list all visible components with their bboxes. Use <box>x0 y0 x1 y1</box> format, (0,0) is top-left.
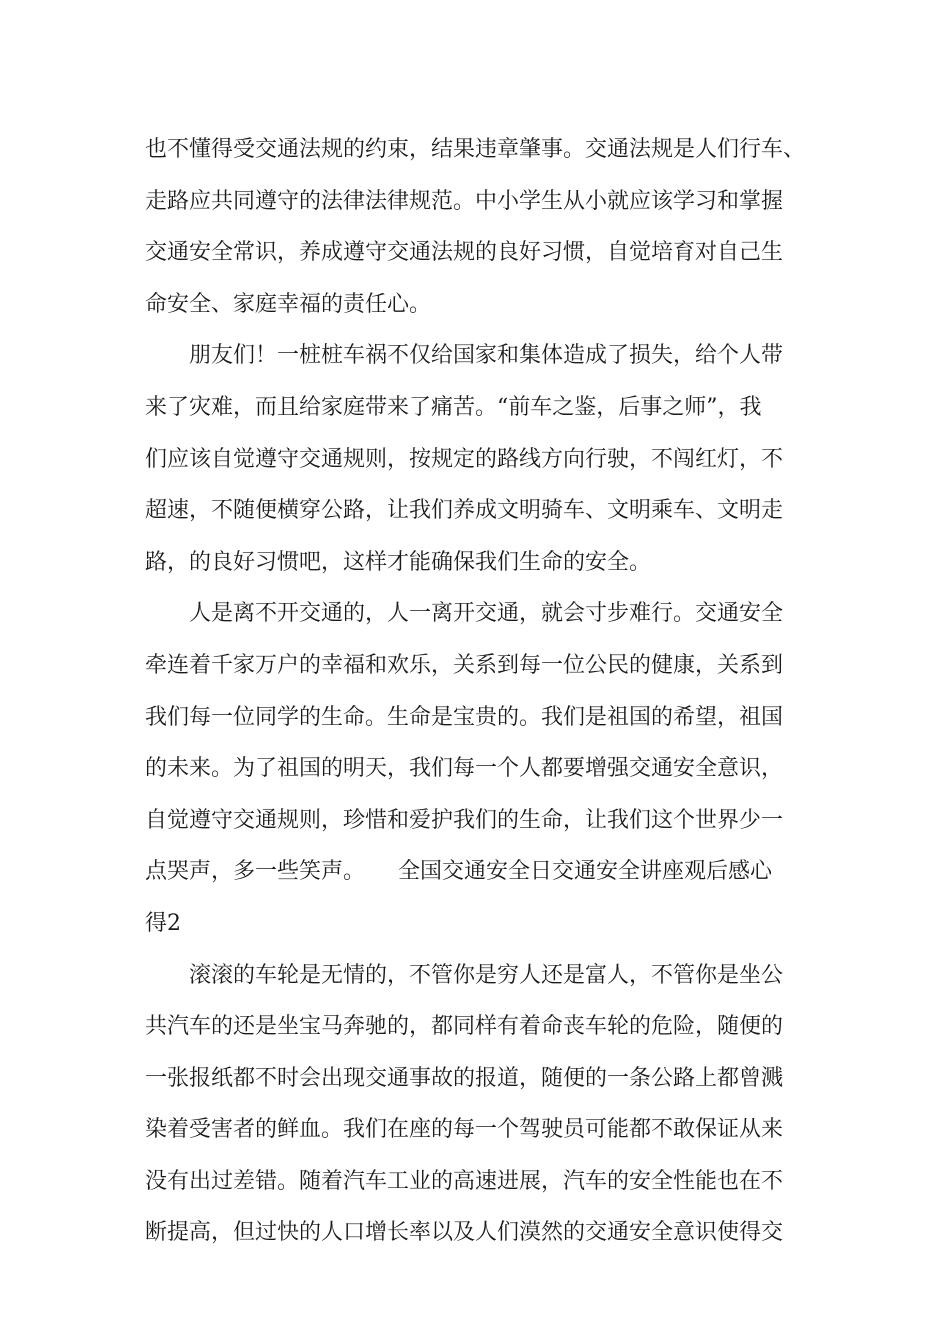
text-line: 超速，不随便横穿公路，让我们养成文明骑车、文明乘车、文明走 <box>145 498 784 524</box>
text-line: 交通安全常识，养成遵守交通法规的良好习惯，自觉培育对自己生 <box>145 240 784 266</box>
text-line: 的未来。为了祖国的明天，我们每一个人都要增强交通安全意识， <box>145 756 784 782</box>
paragraph-first-line: 人是离不开交通的，人一离开交通，就会寸步难行。交通安全 <box>189 601 784 627</box>
paragraph-first-line: 朋友们！一桩桩车祸不仅给国家和集体造成了损失，给个人带 <box>189 343 784 369</box>
text-line: 染着受害者的鲜血。我们在座的每一个驾驶员可能都不敢保证从来 <box>145 1117 784 1143</box>
text-line: 路，的良好习惯吧，这样才能确保我们生命的安全。 <box>145 549 652 575</box>
text-line: 牵连着千家万户的幸福和欢乐，关系到每一位公民的健康，关系到 <box>145 652 784 678</box>
text-line: 断提高，但过快的人口增长率以及人们漠然的交通安全意识使得交 <box>145 1220 784 1246</box>
text-line: 走路应共同遵守的法律法律规范。中小学生从小就应该学习和掌握 <box>145 188 784 214</box>
text-line: 共汽车的还是坐宝马奔驰的，都同样有着命丧车轮的危险，随便的 <box>145 1014 784 1040</box>
paragraph-first-line: 滚滚的车轮是无情的，不管你是穷人还是富人，不管你是坐公 <box>189 962 784 988</box>
text-line: 命安全、家庭幸福的责任心。 <box>145 291 432 317</box>
text-line: 一张报纸都不时会出现交通事故的报道，随便的一条公路上都曾溅 <box>145 1065 784 1091</box>
body-text <box>145 128 815 1263</box>
text-line: 自觉遵守交通规则，珍惜和爱护我们的生命，让我们这个世界少一 <box>145 807 784 833</box>
text-line: 来了灾难，而且给家庭带来了痛苦。“前车之鉴，后事之师”，我 <box>145 394 762 420</box>
text-line: 没有出过差错。随着汽车工业的高速进展，汽车的安全性能也在不 <box>145 1168 784 1194</box>
text-line: 点哭声，多一些笑声。 全国交通安全日交通安全讲座观后感心 <box>145 859 773 885</box>
text-line: 也不懂得受交通法规的约束，结果违章肇事。交通法规是人们行车、 <box>145 137 806 162</box>
text-line: 得2 <box>145 910 181 936</box>
text-line: 们应该自觉遵守交通规则，按规定的路线方向行驶，不闯红灯，不 <box>145 446 784 472</box>
text-line: 我们每一位同学的生命。生命是宝贵的。我们是祖国的希望，祖国 <box>145 704 784 730</box>
